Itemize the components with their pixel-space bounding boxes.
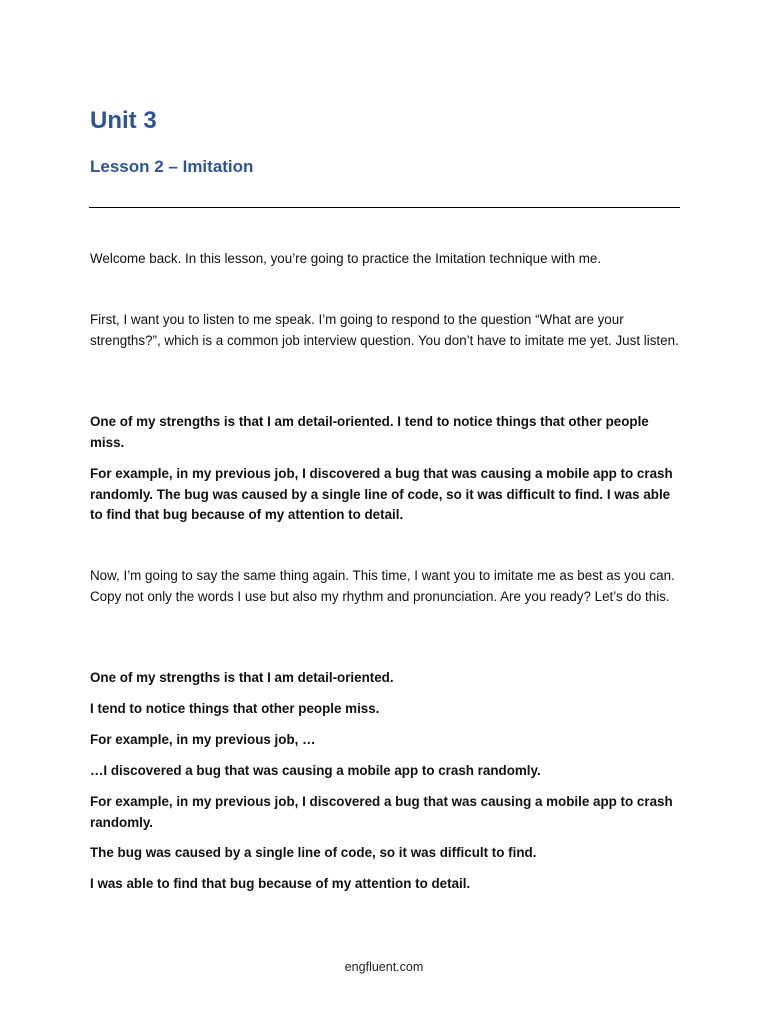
- answer-paragraph-1: One of my strengths is that I am detail-oriented. I tend to notice things that other people miss.: [90, 414, 649, 450]
- chunk-line: The bug was caused by a single line of code, so it was difficult to find.: [90, 845, 537, 860]
- chunk-line: I tend to notice things that other people miss.: [90, 701, 380, 716]
- listen-paragraph: First, I want you to listen to me speak. I’m going to respond to the question “What are your strengths?”, which is a common job interview question. You don’t have to imitate me yet. Just listen.: [90, 312, 679, 348]
- imitate-paragraph: Now, I’m going to say the same thing again. This time, I want you to imitate me as best as you can. Copy not only the words I use but also my rhythm and pronunciation. Are you ready? Let’s do this.: [90, 568, 675, 604]
- lesson-title: Lesson 2 – Imitation: [90, 157, 254, 176]
- chunk-line: One of my strengths is that I am detail-oriented.: [90, 670, 394, 685]
- footer-site: engfluent.com: [344, 960, 424, 974]
- chunk-line: I was able to find that bug because of my attention to detail.: [90, 876, 471, 891]
- chunk-line: …I discovered a bug that was causing a mobile app to crash randomly.: [90, 763, 541, 778]
- chunk-line: For example, in my previous job, …: [90, 732, 316, 747]
- chunk-line: For example, in my previous job, I discovered a bug that was causing a mobile app to crash randomly.: [90, 794, 673, 830]
- header-divider: [89, 207, 680, 208]
- unit-title: Unit 3: [90, 107, 157, 134]
- welcome-paragraph: Welcome back. In this lesson, you’re going to practice the Imitation technique with me.: [90, 251, 602, 266]
- answer-paragraph-2: For example, in my previous job, I discovered a bug that was causing a mobile app to crash randomly. The bug was caused by a single line of code, so it was difficult to find. I was able to find that bug because of my attention to detail.: [90, 466, 673, 522]
